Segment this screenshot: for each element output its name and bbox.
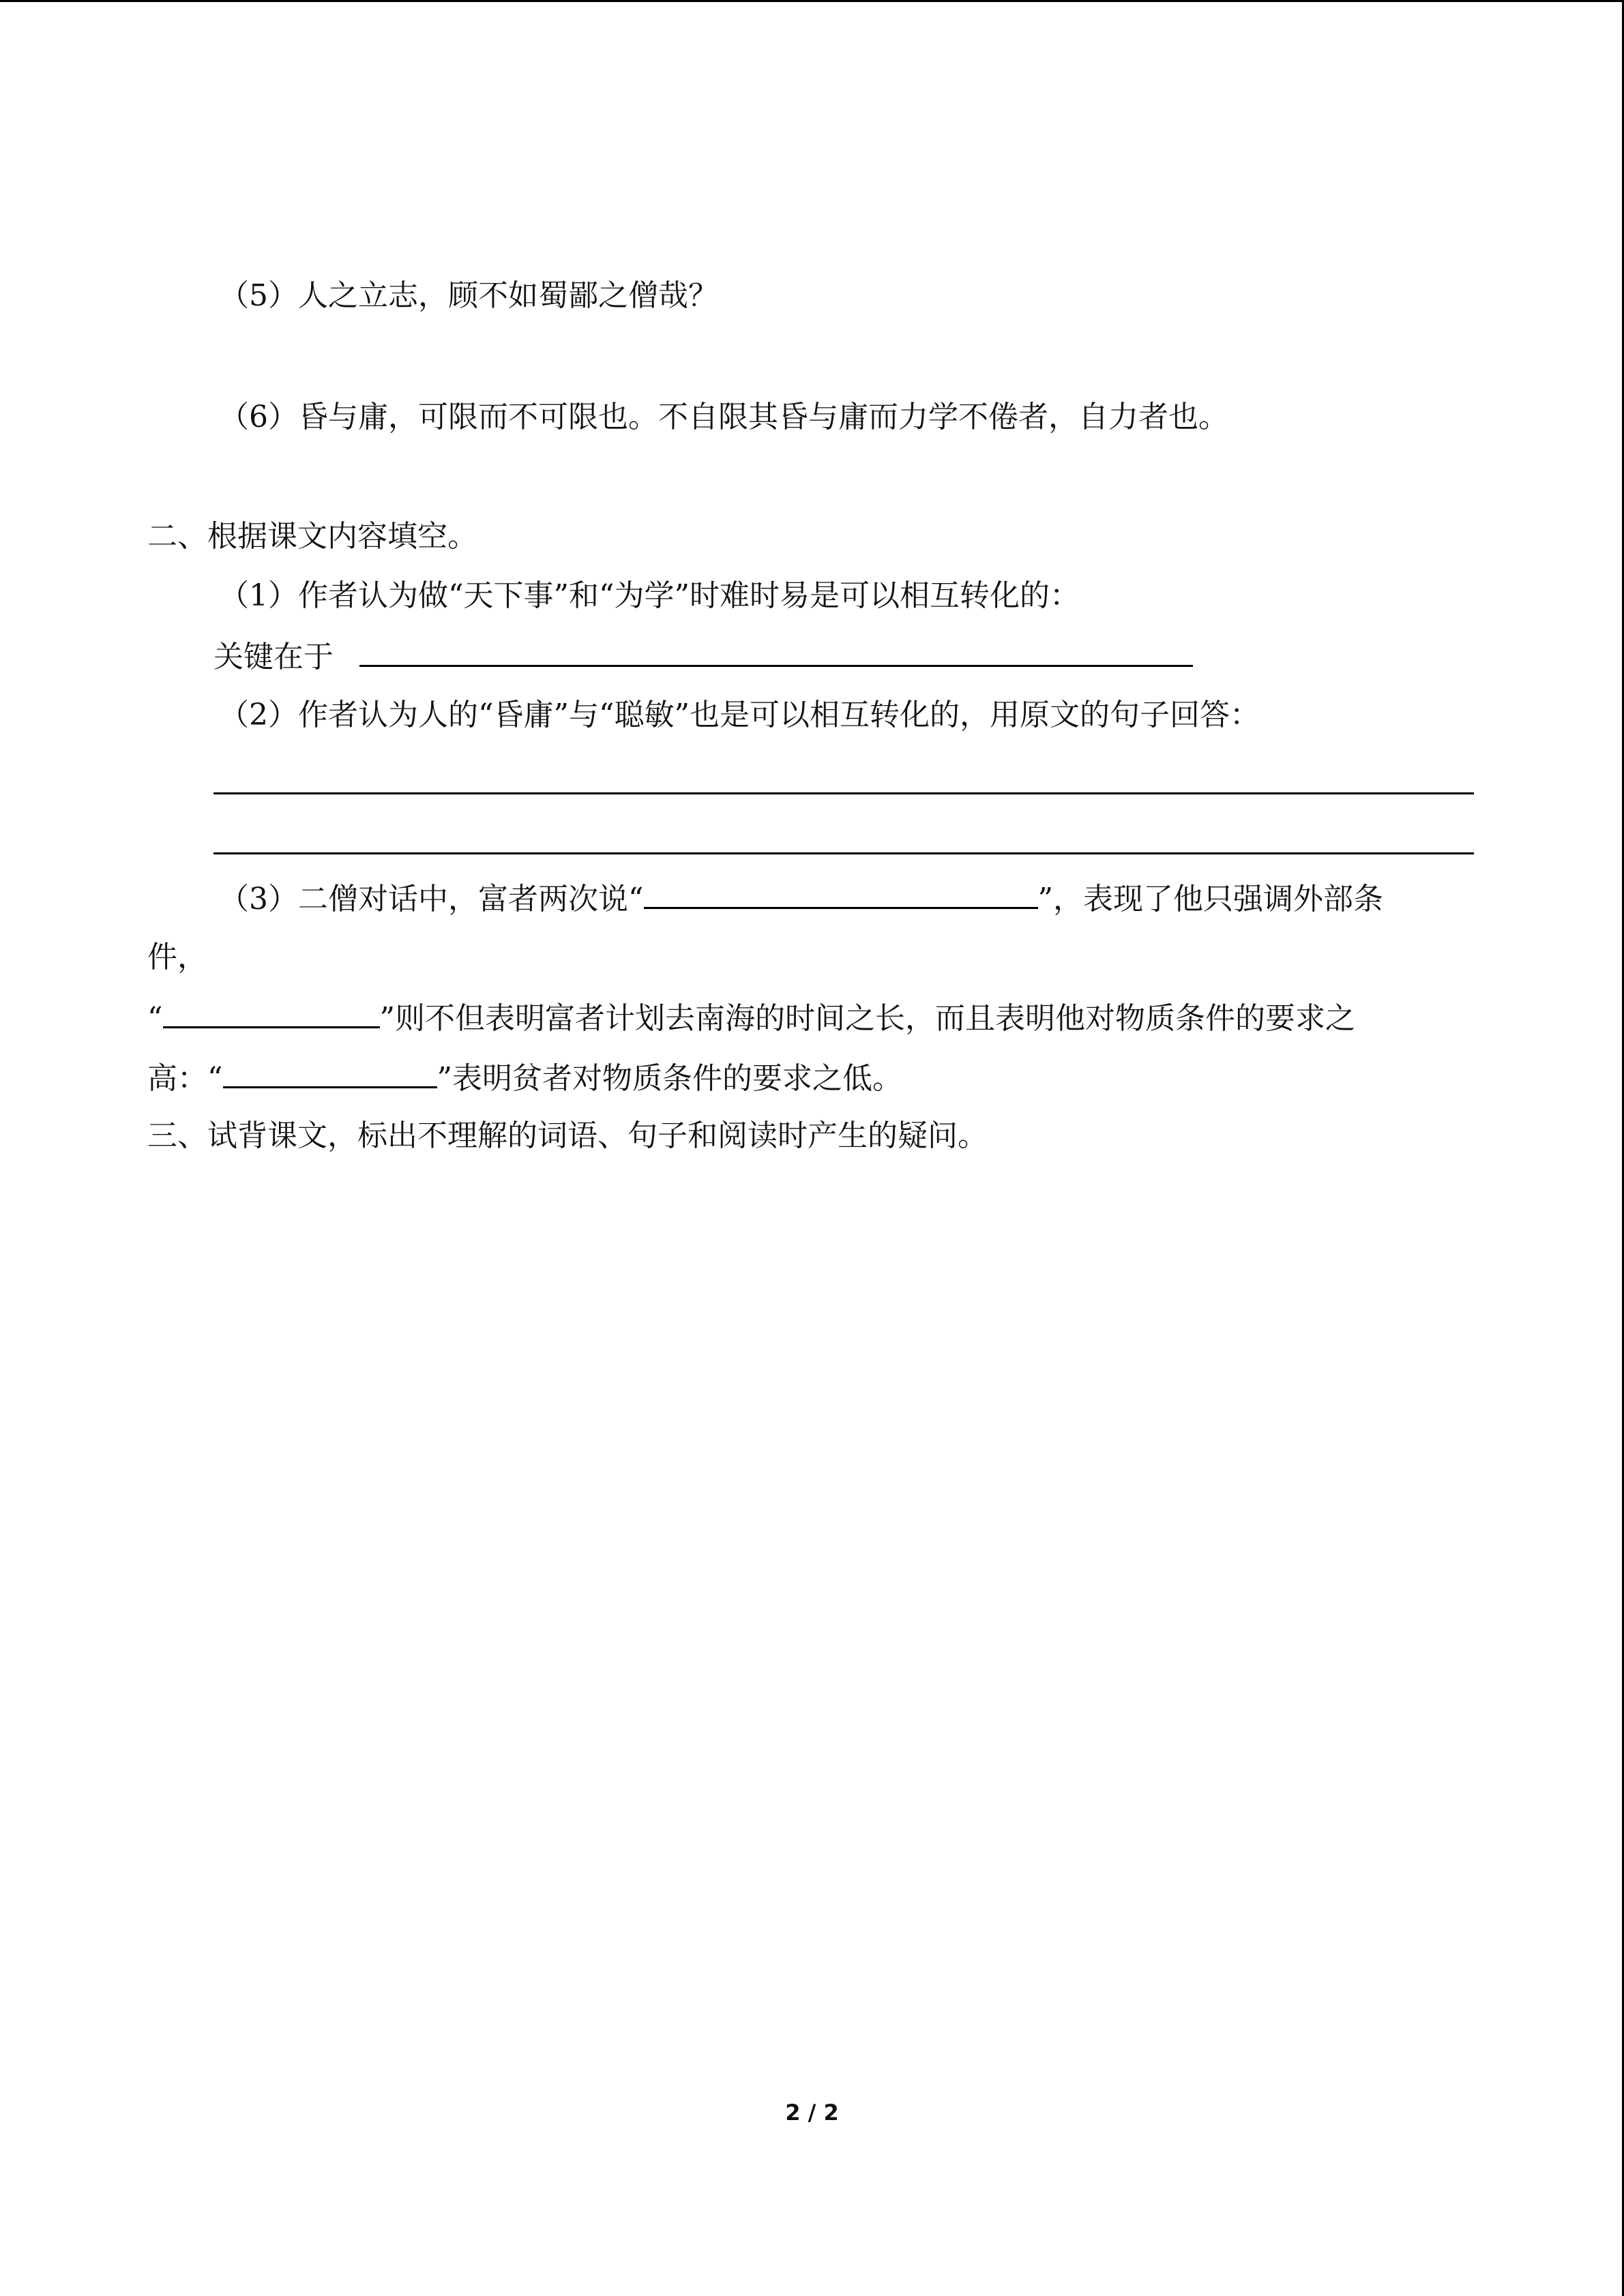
question-5 [219, 275, 718, 316]
item-3-line-3-text: ”则不但表明富者计划去南海的时间之长，而且表明他对物质条件的要求之 [379, 1001, 1355, 1036]
section-3-heading-text: 三、试背课文，标出不理解的词语、句子和阅读时产生的疑问。 [147, 1118, 988, 1153]
travel-time-quote-blank[interactable] [163, 996, 380, 1028]
rich-monk-quote-blank[interactable] [644, 877, 1038, 909]
question-6 [219, 397, 1228, 438]
question-6-text: （6）昏与庸，可限而不可限也。不自限其昏与庸而力学不倦者，自力者也。 [219, 400, 1228, 434]
section-2-item-3-line-3 [147, 996, 1355, 1039]
section-2-item-3-line-4 [147, 1056, 902, 1099]
section-3-heading [147, 1116, 988, 1157]
item-2-answer-line-2[interactable] [213, 852, 1474, 854]
item-3-line-4-text-b: ”表明贫者对物质条件的要求之低。 [437, 1061, 902, 1096]
section-2-item-1 [219, 576, 1080, 616]
poor-monk-quote-blank[interactable] [223, 1056, 437, 1088]
item-2-answer-line-1[interactable] [213, 792, 1474, 794]
section-2-item-3-line-1 [219, 877, 1383, 920]
item-3-line-3-open-quote: “ [147, 1001, 163, 1036]
section-2-item-3-line-2 [147, 937, 207, 978]
section-2-item-1-answer [213, 635, 1193, 678]
key-point-label: 关键在于 [213, 640, 334, 674]
item-3-text-a: （3）二僧对话中，富者两次说“ [219, 882, 644, 916]
item-3-line-4-text-a: 高：“ [147, 1061, 223, 1096]
section-2-item-1-text: （1）作者认为做“天下事”和“为学”时难时易是可以相互转化的： [219, 578, 1080, 613]
question-5-text: （5）人之立志，顾不如蜀鄙之僧哉？ [219, 278, 718, 313]
item-3-text-b: ”，表现了他只强调外部条 [1037, 882, 1383, 916]
section-2-heading [147, 516, 477, 557]
item-3-line-2-text: 件， [147, 940, 207, 974]
page-number: 2 / 2 [785, 2100, 839, 2126]
section-2-heading-text: 二、根据课文内容填空。 [147, 519, 477, 554]
section-2-item-2 [219, 695, 1260, 736]
page-top-border [0, 0, 1624, 2]
section-2-item-2-text: （2）作者认为人的“昏庸”与“聪敏”也是可以相互转化的，用原文的句子回答： [219, 698, 1260, 732]
key-point-blank[interactable] [359, 635, 1193, 667]
